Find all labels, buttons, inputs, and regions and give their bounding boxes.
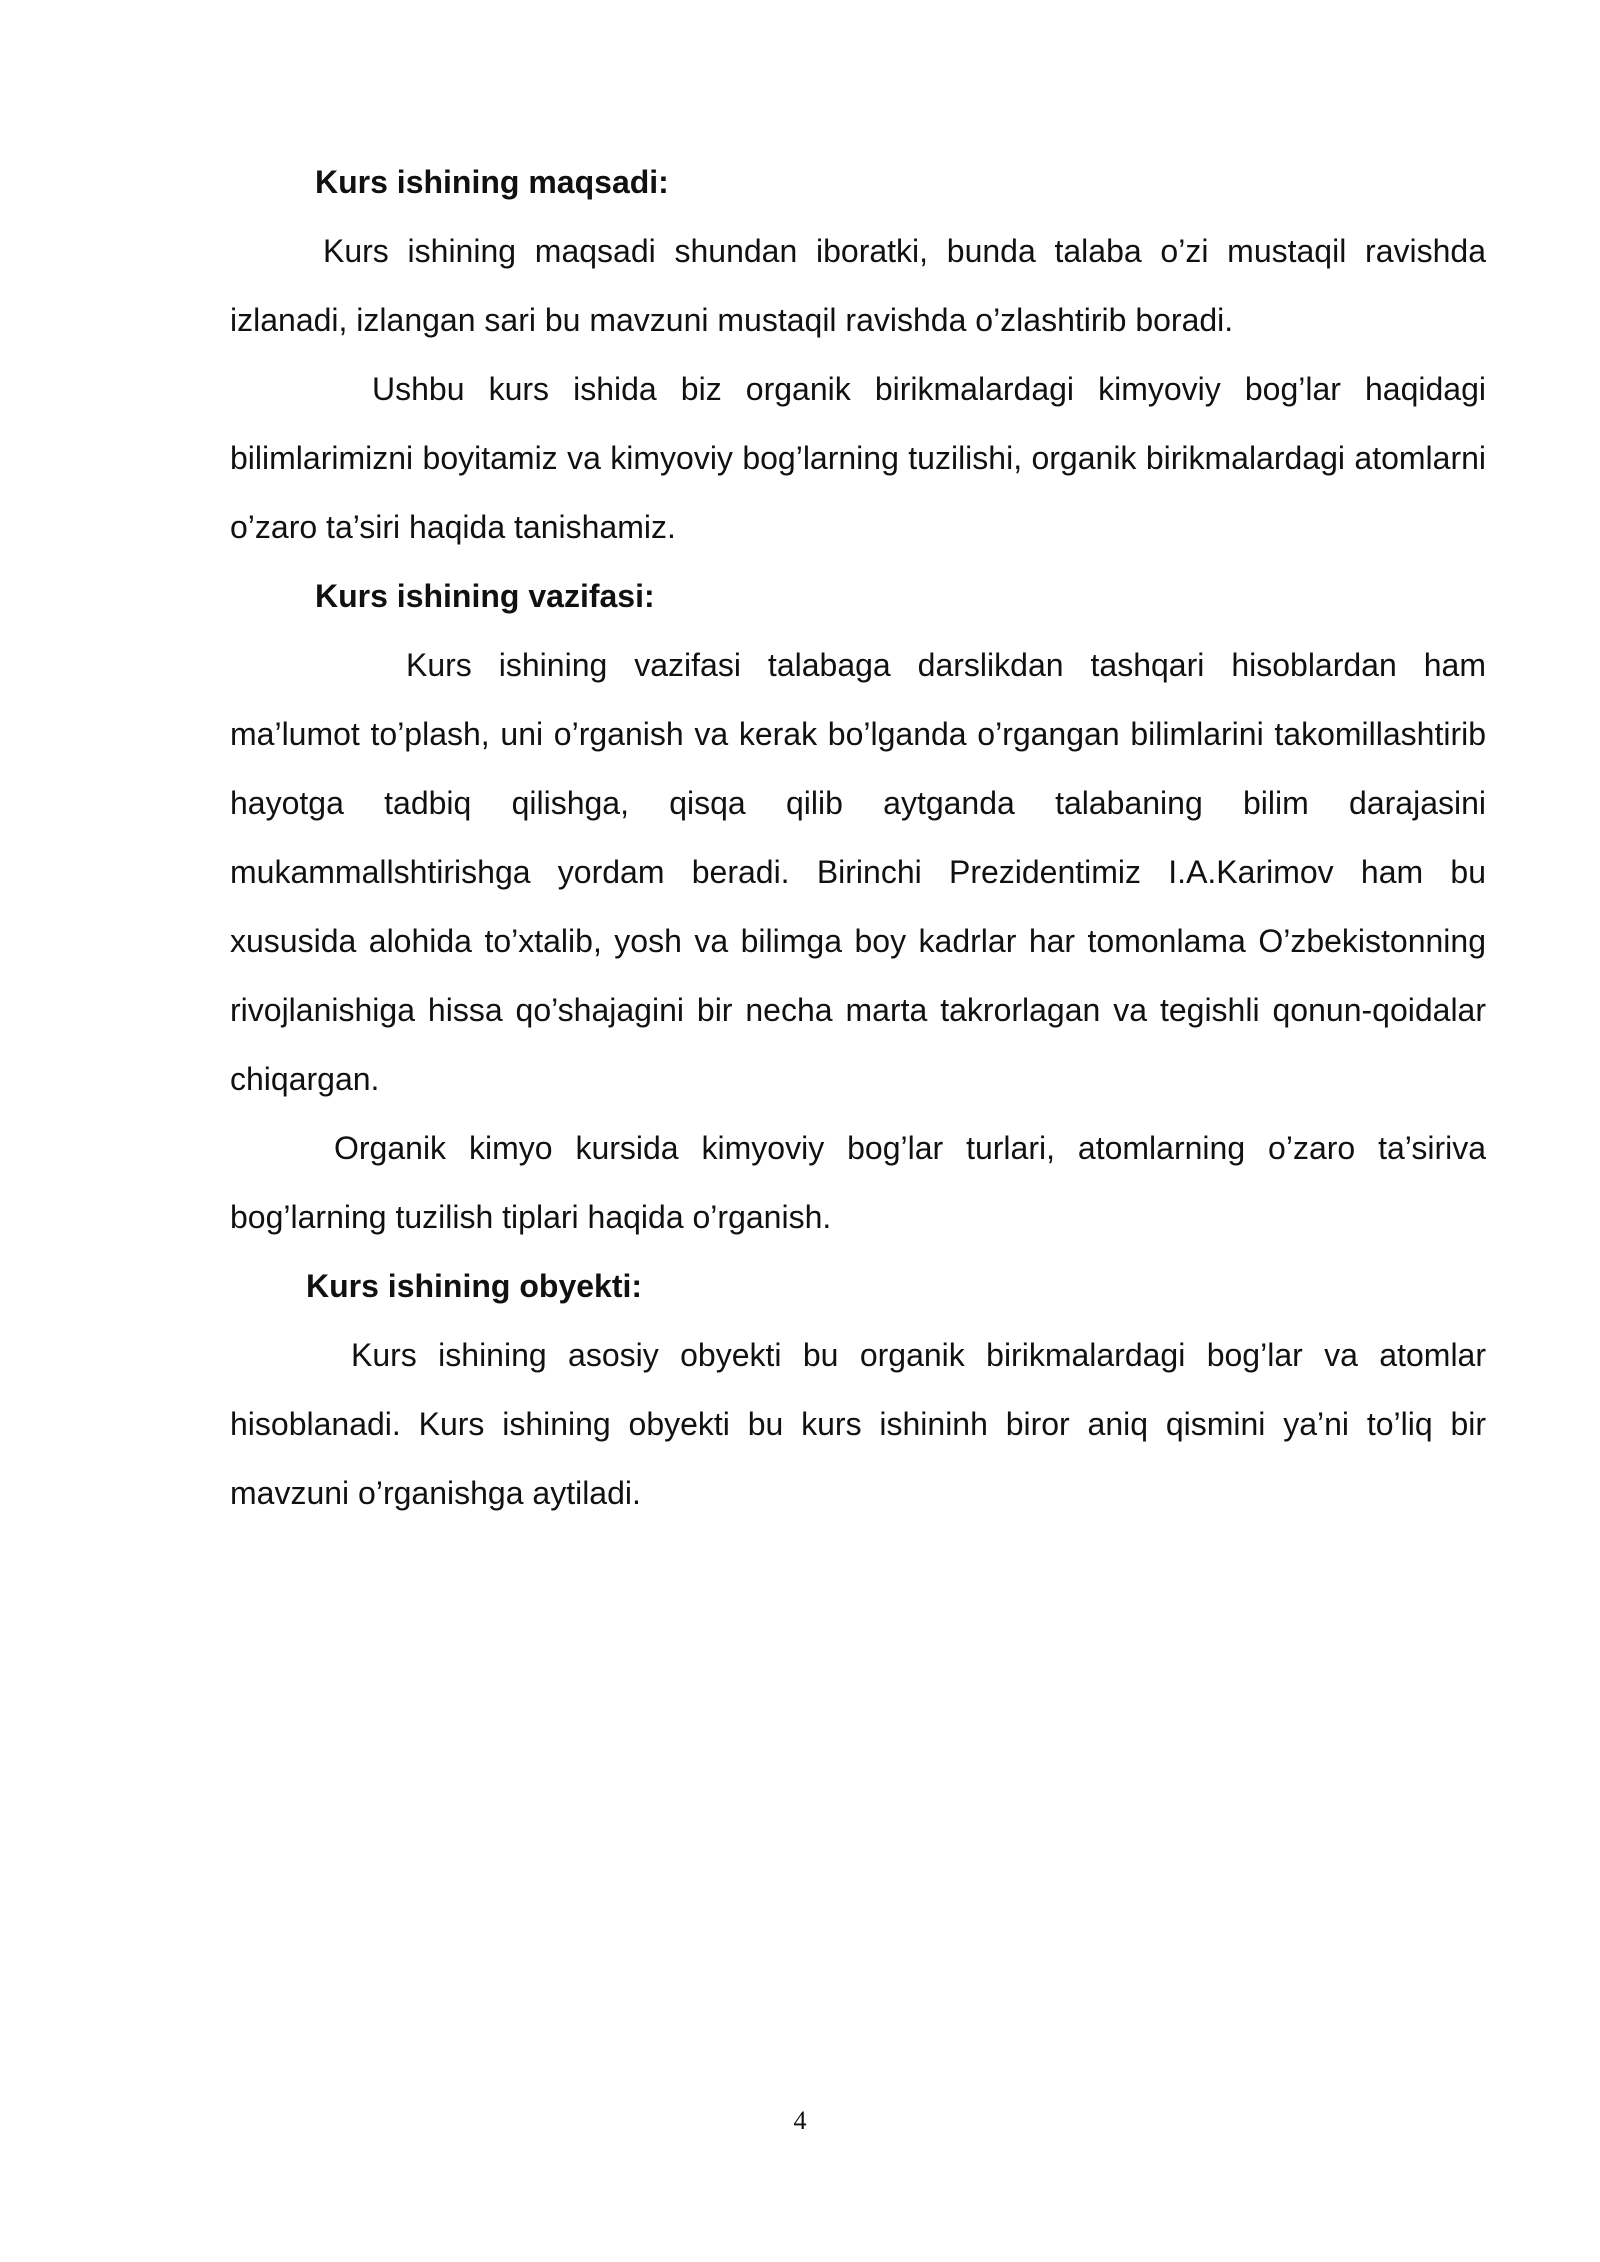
page-number: 4	[793, 2106, 807, 2135]
paragraph-obyekti-1: Kurs ishining asosiy obyekti bu organik birikmalardagi bog’lar va atomlar hisoblanadi. Kurs ishining obyekti bu kurs ishininh biror aniq qismini ya’ni to’liq bir mavzuni o’rganishga aytiladi.	[230, 1337, 1486, 1511]
paragraph-maqsadi-1: Kurs ishining maqsadi shundan iboratki, bunda talaba o’zi mustaqil ravishda izlanadi, izlangan sari bu mavzuni mustaqil ravishda o’zlashtirib boradi.	[230, 233, 1486, 338]
heading-maqsadi: Kurs ishining maqsadi:	[315, 164, 669, 200]
paragraph-vazifasi-1: Kurs ishining vazifasi talabaga darslikdan tashqari hisoblardan ham ma’lumot to’plash, uni o’rganish va kerak bo’lganda o’rgangan bilimlarini takomillashtirib hayotga tadbiq qilishga, qisqa qilib aytganda talabaning bilim darajasini mukammallshtirishga yordam beradi. Birinchi Prezidentimiz I.A.Karimov ham bu xususida alohida to’xtalib, yosh va bilimga boy kadrlar har tomonlama O’zbekistonning rivojlanishiga hissa qo’shajagini bir necha marta takrorlagan va tegishli qonun-qoidalar chiqargan.	[230, 647, 1486, 1097]
paragraph-maqsadi-2: Ushbu kurs ishida biz organik birikmalardagi kimyoviy bog’lar haqidagi bilimlarimizni boyitamiz va kimyoviy bog’larning tuzilishi, organik birikmalardagi atomlarni o’zaro ta’siri haqida tanishamiz.	[230, 371, 1486, 545]
heading-vazifasi: Kurs ishining vazifasi:	[315, 578, 655, 614]
heading-obyekti: Kurs ishining obyekti:	[306, 1268, 643, 1304]
document-body	[230, 148, 1486, 1528]
paragraph-vazifasi-2: Organik kimyo kursida kimyoviy bog’lar turlari, atomlarning o’zaro ta’siriva bog’larning tuzilish tiplari haqida o’rganish.	[230, 1130, 1486, 1235]
